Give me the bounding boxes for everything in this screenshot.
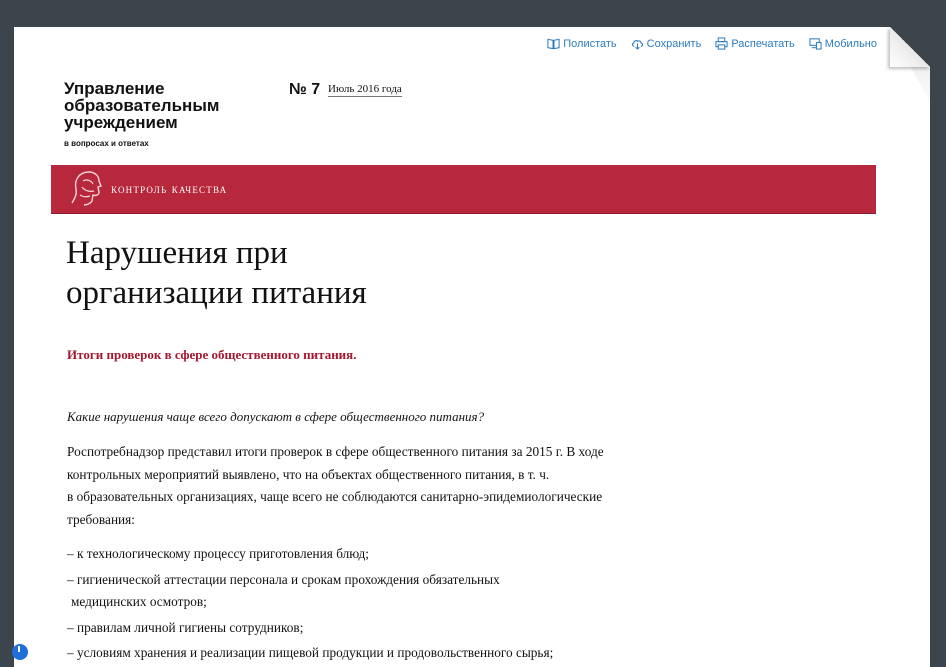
face-profile-icon bbox=[69, 169, 105, 209]
paragraph-line: Роспотребнадзор представил итоги проверок в сфере общественного питания за 2015 г. В ходе bbox=[67, 444, 604, 459]
title-line-2: организации питания bbox=[66, 275, 367, 311]
save-label: Сохранить bbox=[646, 37, 702, 50]
browse-button[interactable] bbox=[547, 37, 616, 50]
rubric-label: контроль качества bbox=[111, 181, 228, 196]
rubric-banner bbox=[51, 165, 876, 214]
printer-icon bbox=[715, 37, 728, 50]
list-item bbox=[67, 617, 553, 640]
logo-line-3: учреждением bbox=[64, 113, 178, 132]
article-question: Какие нарушения чаще всего допускают в сфере общественного питания? bbox=[67, 409, 485, 424]
violations-list bbox=[67, 543, 553, 665]
paragraph-line: контрольных мероприятий выявлено, что на объектах общественного питания, в т. ч. bbox=[67, 466, 550, 482]
paragraph-line: требования: bbox=[67, 511, 135, 527]
print-label: Распечатать bbox=[731, 37, 795, 50]
cloud-download-icon bbox=[631, 37, 644, 50]
list-item-text: – к технологическому процессу приготовления блюд; bbox=[67, 546, 369, 561]
list-item-text: медицинских осмотров; bbox=[71, 594, 207, 609]
article-paragraph bbox=[67, 441, 647, 531]
logo-subtitle: в вопросах и ответах bbox=[64, 139, 149, 148]
mobile-button[interactable] bbox=[809, 37, 877, 50]
logo-line-1: Управление bbox=[64, 79, 165, 98]
document-toolbar bbox=[547, 37, 877, 50]
print-button[interactable] bbox=[715, 37, 794, 50]
list-item-text: – гигиенической аттестации персонала и срокам прохождения обязательных bbox=[67, 571, 500, 587]
list-item bbox=[67, 569, 553, 614]
paragraph-line: в образовательных организациях, чаще всего не соблюдаются санитарно-эпидемиологические bbox=[67, 489, 603, 504]
logo-line-2: образовательным bbox=[64, 96, 220, 115]
list-item-text: – условиям хранения и реализации пищевой продукции и продовольственного сырья; bbox=[67, 645, 554, 660]
page-curl-corner[interactable] bbox=[890, 27, 930, 67]
browse-label: Полистать bbox=[563, 37, 617, 50]
article-title bbox=[66, 233, 367, 313]
mobile-devices-icon bbox=[809, 37, 822, 50]
issue-date-link[interactable]: Июль 2016 года bbox=[328, 83, 402, 95]
title-line-1: Нарушения при bbox=[66, 235, 288, 271]
magazine-logo[interactable] bbox=[64, 80, 219, 131]
list-item bbox=[67, 543, 553, 566]
list-item bbox=[67, 642, 553, 665]
book-icon bbox=[547, 37, 560, 50]
mobile-label: Мобильно bbox=[824, 37, 877, 50]
issue-number: № 7 bbox=[289, 81, 321, 98]
list-item-text: – правилам личной гигиены сотрудников; bbox=[67, 619, 304, 635]
article-lead: Итоги проверок в сфере общественного питания. bbox=[67, 347, 357, 362]
save-button[interactable] bbox=[631, 37, 702, 50]
